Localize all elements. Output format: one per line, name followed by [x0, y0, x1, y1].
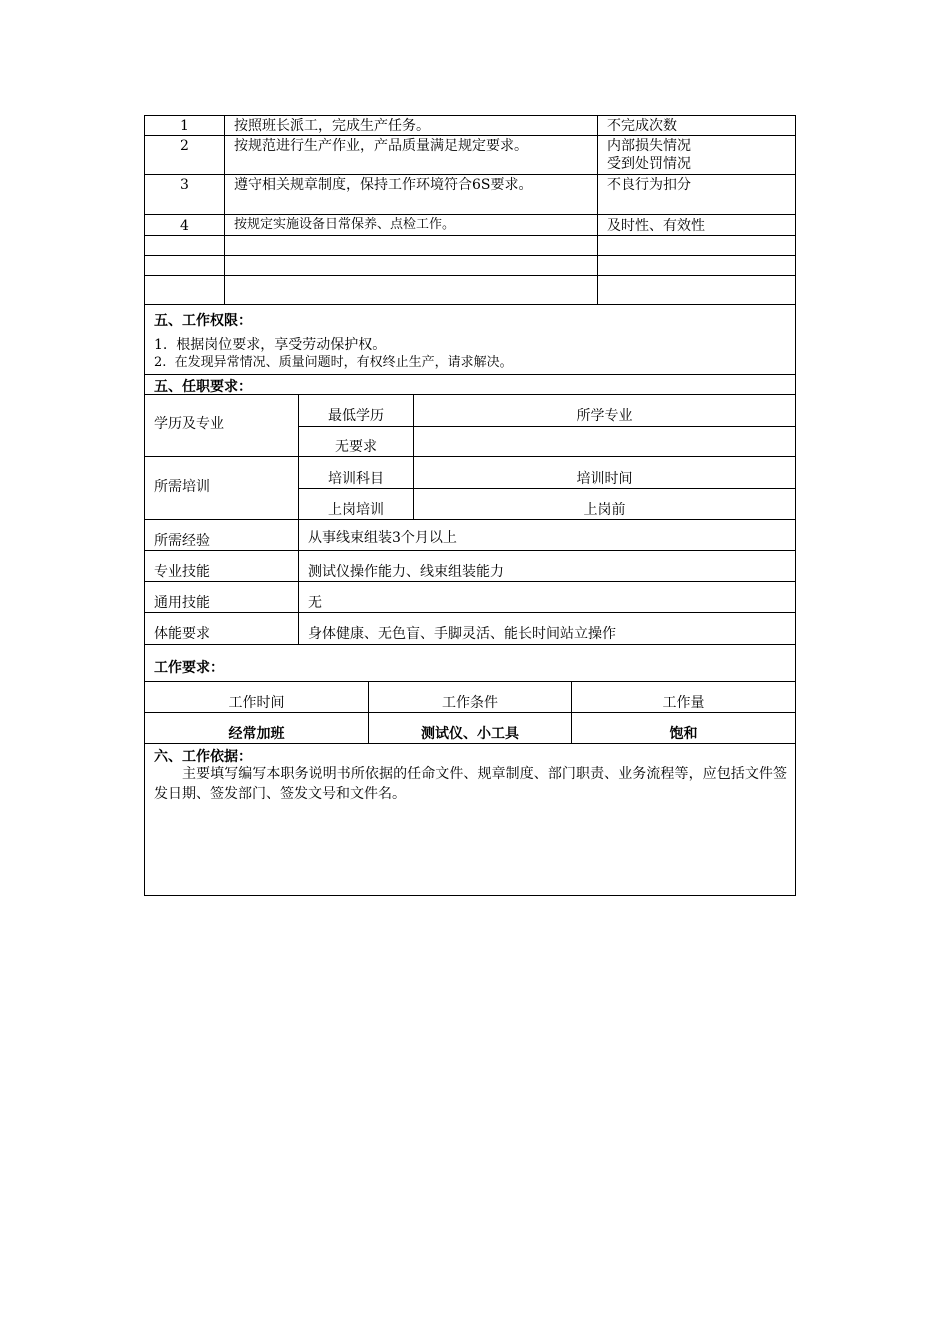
general-skill-row — [145, 582, 795, 613]
work-time-value: 经常加班 — [145, 713, 369, 743]
work-load-value: 饱和 — [669, 726, 698, 742]
education-label: 学历及专业 — [145, 395, 299, 456]
experience-row — [145, 520, 795, 551]
authority-item-2: 2. 在发现异常情况、质量问题时，有权终止生产，请求解决。 — [154, 355, 513, 370]
physical-row — [145, 613, 795, 645]
skill-value: 测试仪操作能力、线束组装能力 — [308, 564, 504, 580]
duty-row-4 — [145, 215, 795, 236]
education-major-label: 所学专业 — [576, 408, 633, 424]
duty-criteria: 及时性、有效性 — [607, 218, 705, 234]
duty-no: 3 — [145, 175, 225, 214]
work-condition-value: 测试仪、小工具 — [369, 713, 572, 743]
duty-no: 1 — [145, 116, 225, 135]
duty-content: 按规范进行生产作业，产品质量满足规定要求。 — [225, 136, 598, 174]
training-subject-label: 培训科目 — [328, 471, 384, 487]
training-time-value: 上岗前 — [583, 502, 626, 518]
work-time-label: 工作时间 — [145, 682, 369, 712]
training-label: 所需培训 — [145, 457, 299, 519]
authority-heading: 五、工作权限： — [154, 313, 252, 329]
duty-content: 遵守相关规章制度，保持工作环境符合6S要求。 — [225, 175, 598, 214]
duty-content: 按照班长派工，完成生产任务。 — [225, 116, 598, 135]
general-skill-value: 无 — [308, 595, 322, 611]
work-req-label-row — [145, 682, 795, 713]
general-skill-label: 通用技能 — [145, 582, 299, 612]
qualification-heading: 五、任职要求： — [154, 379, 252, 395]
education-min-label: 最低学历 — [328, 408, 384, 424]
duty-criteria: 内部损失情况 受到处罚情况 — [607, 138, 691, 172]
skill-row — [145, 551, 795, 582]
training-subject-value: 上岗培训 — [328, 502, 384, 518]
authority-item-1: 1. 根据岗位要求，享受劳动保护权。 — [154, 337, 387, 353]
work-condition-label: 工作条件 — [369, 682, 572, 712]
duty-row-empty — [145, 236, 795, 256]
duty-criteria: 不良行为扣分 — [607, 177, 691, 193]
duty-row-2 — [145, 136, 795, 175]
experience-label: 所需经验 — [145, 520, 299, 550]
education-row — [145, 395, 795, 457]
experience-value: 从事线束组装3个月以上 — [308, 530, 457, 546]
work-load-label: 工作量 — [662, 695, 705, 711]
education-min-value: 无要求 — [335, 439, 377, 455]
basis-section — [145, 744, 795, 895]
duty-content: 按规定实施设备日常保养、点检工作。 — [225, 215, 598, 235]
work-req-heading-row — [145, 645, 795, 682]
basis-heading: 六、工作依据： — [154, 749, 252, 765]
authority-section — [145, 305, 795, 375]
duty-row-empty — [145, 256, 795, 276]
skill-label: 专业技能 — [145, 551, 299, 581]
duty-row-3 — [145, 175, 795, 215]
training-time-label: 培训时间 — [576, 471, 633, 487]
physical-value: 身体健康、无色盲、手脚灵活、能长时间站立操作 — [308, 626, 616, 642]
physical-label: 体能要求 — [145, 613, 299, 644]
duty-criteria: 不完成次数 — [607, 118, 677, 134]
job-description-sheet — [144, 115, 796, 896]
duty-no: 4 — [145, 215, 225, 235]
basis-text: 主要填写编写本职务说明书所依据的任命文件、规章制度、部门职责、业务流程等，应包括文件签发日期、签发部门、签发文号和文件名。 — [154, 766, 787, 802]
work-req-value-row — [145, 713, 795, 744]
duty-row-empty — [145, 276, 795, 305]
duty-row-1 — [145, 116, 795, 136]
qualification-heading-row — [145, 375, 795, 395]
work-req-heading: 工作要求： — [154, 660, 224, 676]
duty-no: 2 — [145, 136, 225, 174]
training-row — [145, 457, 795, 520]
